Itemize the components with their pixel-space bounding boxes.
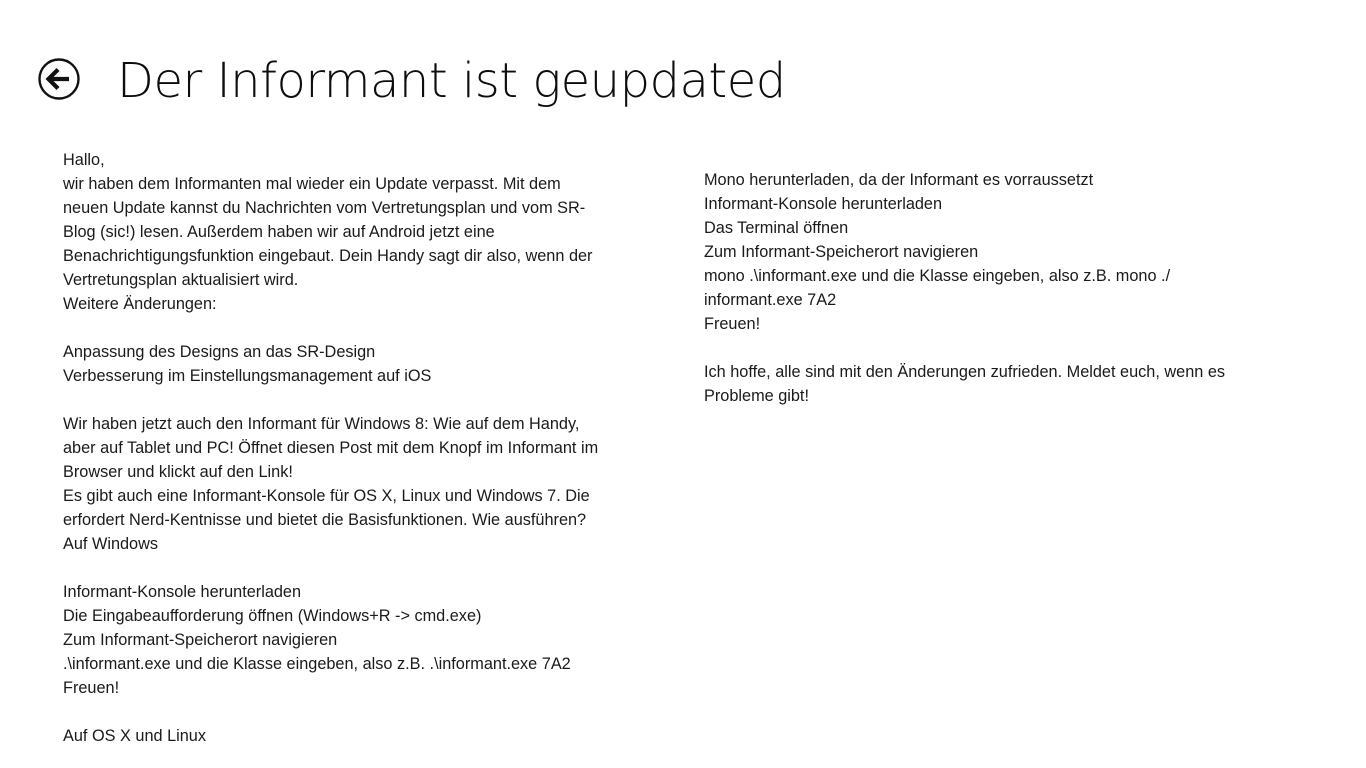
arrow-left-circle-icon[interactable] [38, 58, 78, 100]
article-text-line: Weitere Änderungen: [63, 295, 217, 313]
article-text-line: Mono herunterladen, da der Informant es vorraussetzt [704, 171, 1094, 189]
article-text-line: Verbesserung im Einstellungsmanagement auf iOS [63, 367, 432, 385]
article-text-line: Probleme gibt! [704, 387, 809, 405]
article-text-line: Die Eingabeaufforderung öffnen (Windows+R -> cmd.exe) [63, 607, 482, 625]
back-button[interactable] [38, 58, 78, 98]
article-text-line: Hallo, [63, 151, 105, 169]
article-text-line: .\informant.exe und die Klasse eingeben, also z.B. .\informant.exe 7A2 [63, 655, 571, 673]
article-text-line: Anpassung des Designs an das SR-Design [63, 343, 376, 361]
article-text-line: Zum Informant-Speicherort navigieren [704, 243, 979, 261]
article-text-line: Wir haben jetzt auch den Informant für Windows 8: Wie auf dem Handy, [63, 415, 580, 433]
article-text-line: Informant-Konsole herunterladen [704, 195, 943, 213]
article-text-line: Es gibt auch eine Informant-Konsole für OS X, Linux und Windows 7. Die [63, 487, 590, 505]
article-text-line: neuen Update kannst du Nachrichten vom Vertretungsplan und vom SR- [63, 199, 586, 217]
article-text-line: Informant-Konsole herunterladen [63, 583, 302, 601]
article-text-line: Zum Informant-Speicherort navigieren [63, 631, 338, 649]
paragraph-gap [63, 700, 638, 724]
article-text-line: Freuen! [704, 315, 761, 333]
page-title: Der Informant ist geupdated [117, 53, 786, 109]
article-text-line: Auf Windows [63, 535, 159, 553]
article-text-line: Ich hoffe, alle sind mit den Änderungen zufrieden. Meldet euch, wenn es [704, 363, 1226, 381]
paragraph-gap [63, 556, 638, 580]
paragraph-gap [63, 388, 638, 412]
article-text-line: aber auf Tablet und PC! Öffnet diesen Post mit dem Knopf im Informant im [63, 439, 599, 457]
article-text-line: erfordert Nerd-Kentnisse und bietet die Basisfunktionen. Wie ausführen? [63, 511, 587, 529]
article-body-left-column [63, 148, 638, 748]
article-body-right-column [704, 168, 1264, 408]
article-text-line: Blog (sic!) lesen. Außerdem haben wir auf Android jetzt eine [63, 223, 495, 241]
paragraph-gap [63, 316, 638, 340]
article-text-line: Das Terminal öffnen [704, 219, 849, 237]
article-text-line: wir haben dem Informanten mal wieder ein Update verpasst. Mit dem [63, 175, 561, 193]
article-text-line: mono .\informant.exe und die Klasse eingeben, also z.B. mono ./ [704, 267, 1171, 285]
paragraph-gap [704, 336, 1264, 360]
article-text-line: Vertretungsplan aktualisiert wird. [63, 271, 299, 289]
article-text-line: Browser und klickt auf den Link! [63, 463, 293, 481]
article-text-line: Auf OS X und Linux [63, 727, 207, 745]
article-text-line: informant.exe 7A2 [704, 291, 837, 309]
article-text-line: Freuen! [63, 679, 120, 697]
article-text-line: Benachrichtigungsfunktion eingebaut. Dein Handy sagt dir also, wenn der [63, 247, 593, 265]
